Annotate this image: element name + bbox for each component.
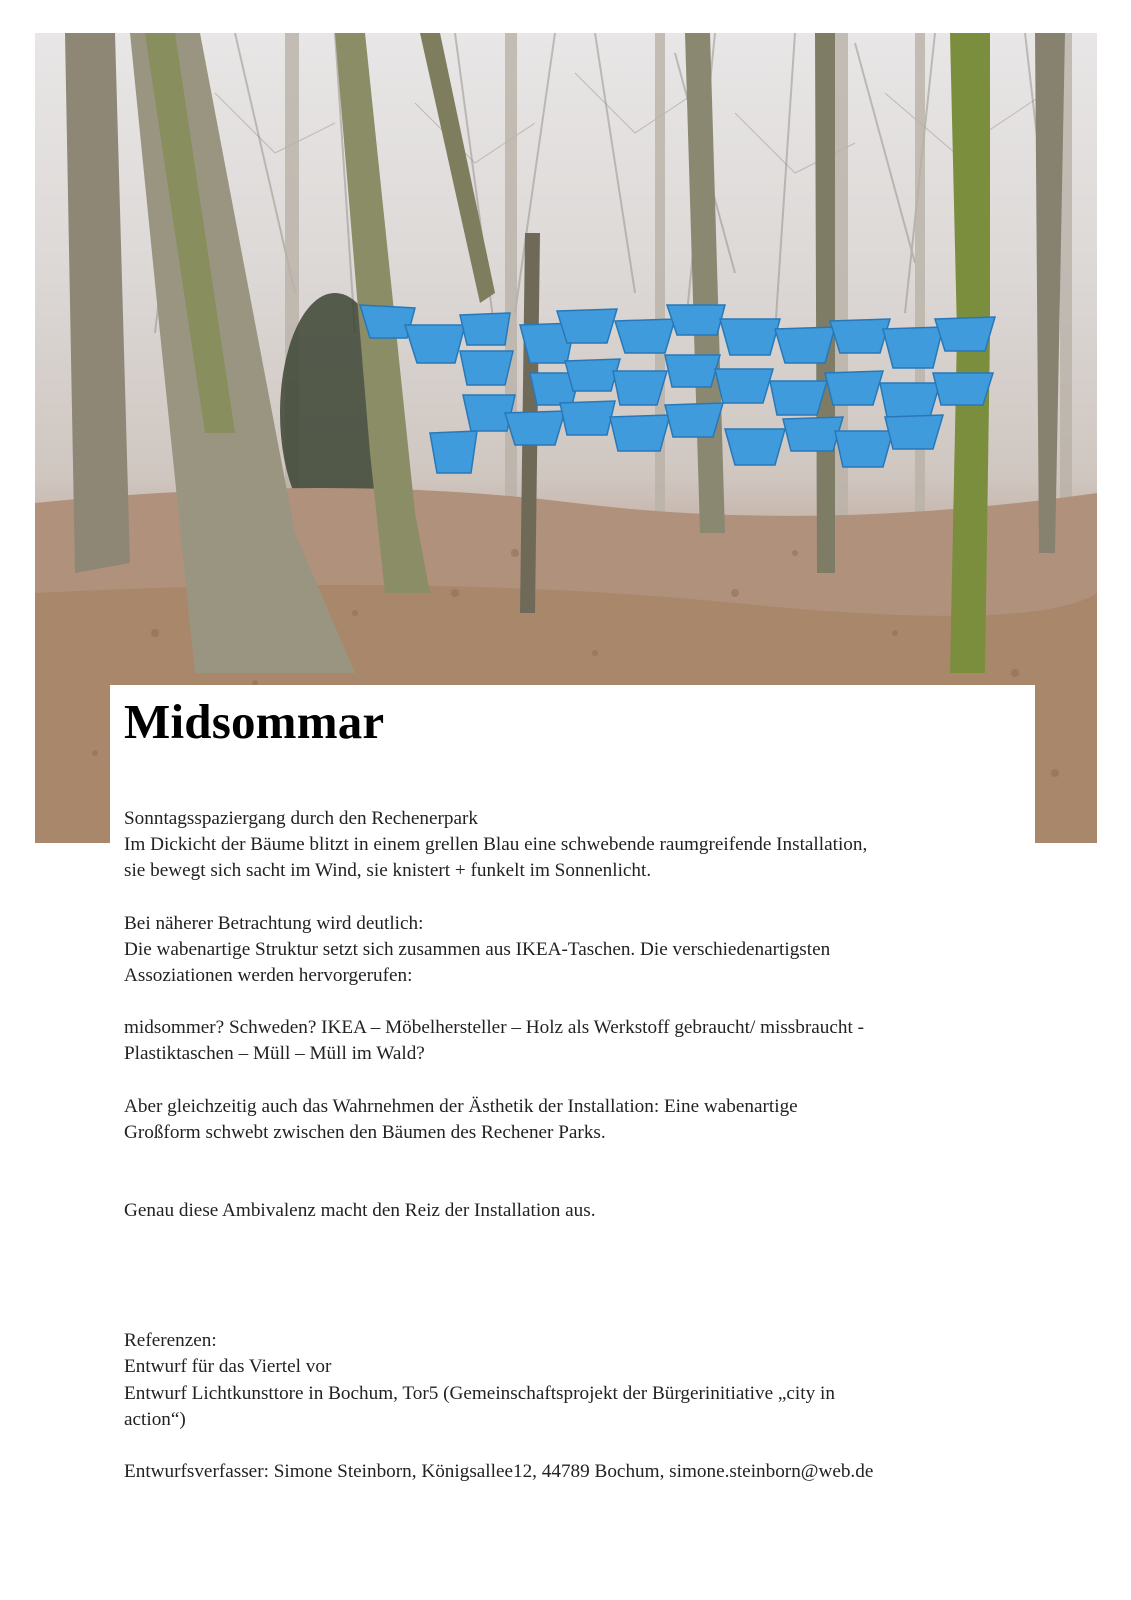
document-title: Midsommar [124,694,385,749]
observation-line-2: Die wabenartige Struktur setzt sich zusammen aus IKEA-Taschen. Die verschiedenartigsten [124,938,831,960]
references-heading: Referenzen: [124,1330,217,1352]
reference-3: action“) [124,1408,186,1430]
reference-1: Entwurf für das Viertel vor [124,1356,332,1378]
association-line-2: Plastiktaschen – Müll – Müll im Wald? [124,1043,425,1065]
ambivalence-line: Genau diese Ambivalenz macht den Reiz der Installation aus. [124,1200,596,1222]
intro-line-3: sie bewegt sich sacht im Wind, sie knistert + funkelt im Sonnenlicht. [124,860,652,882]
aesthetics-line-1: Aber gleichzeitig auch das Wahrnehmen der Ästhetik der Installation: Eine wabenartige [124,1095,798,1117]
intro-line-1: Sonntagsspaziergang durch den Rechenerpark [124,808,478,829]
observation-line-1: Bei näherer Betrachtung wird deutlich: [124,912,424,934]
reference-2: Entwurf Lichtkunsttore in Bochum, Tor5 (Gemeinschaftsprojekt der Bürgerinitiative „city in [124,1382,835,1404]
author-line: Entwurfsverfasser: Simone Steinborn, Königsallee12, 44789 Bochum, simone.steinborn@web.de [124,1461,874,1483]
intro-line-2: Im Dickicht der Bäume blitzt in einem grellen Blau eine schwebende raumgreifende Installation, [124,834,868,856]
observation-line-3: Assoziationen werden hervorgerufen: [124,965,413,987]
association-line-1: midsommer? Schweden? IKEA – Möbelhersteller – Holz als Werkstoff gebraucht/ missbraucht - [124,1017,865,1039]
ikea-bag-installation [360,305,995,473]
document-body [124,806,1044,1485]
aesthetics-line-2: Großform schwebt zwischen den Bäumen des Rechener Parks. [124,1121,606,1143]
